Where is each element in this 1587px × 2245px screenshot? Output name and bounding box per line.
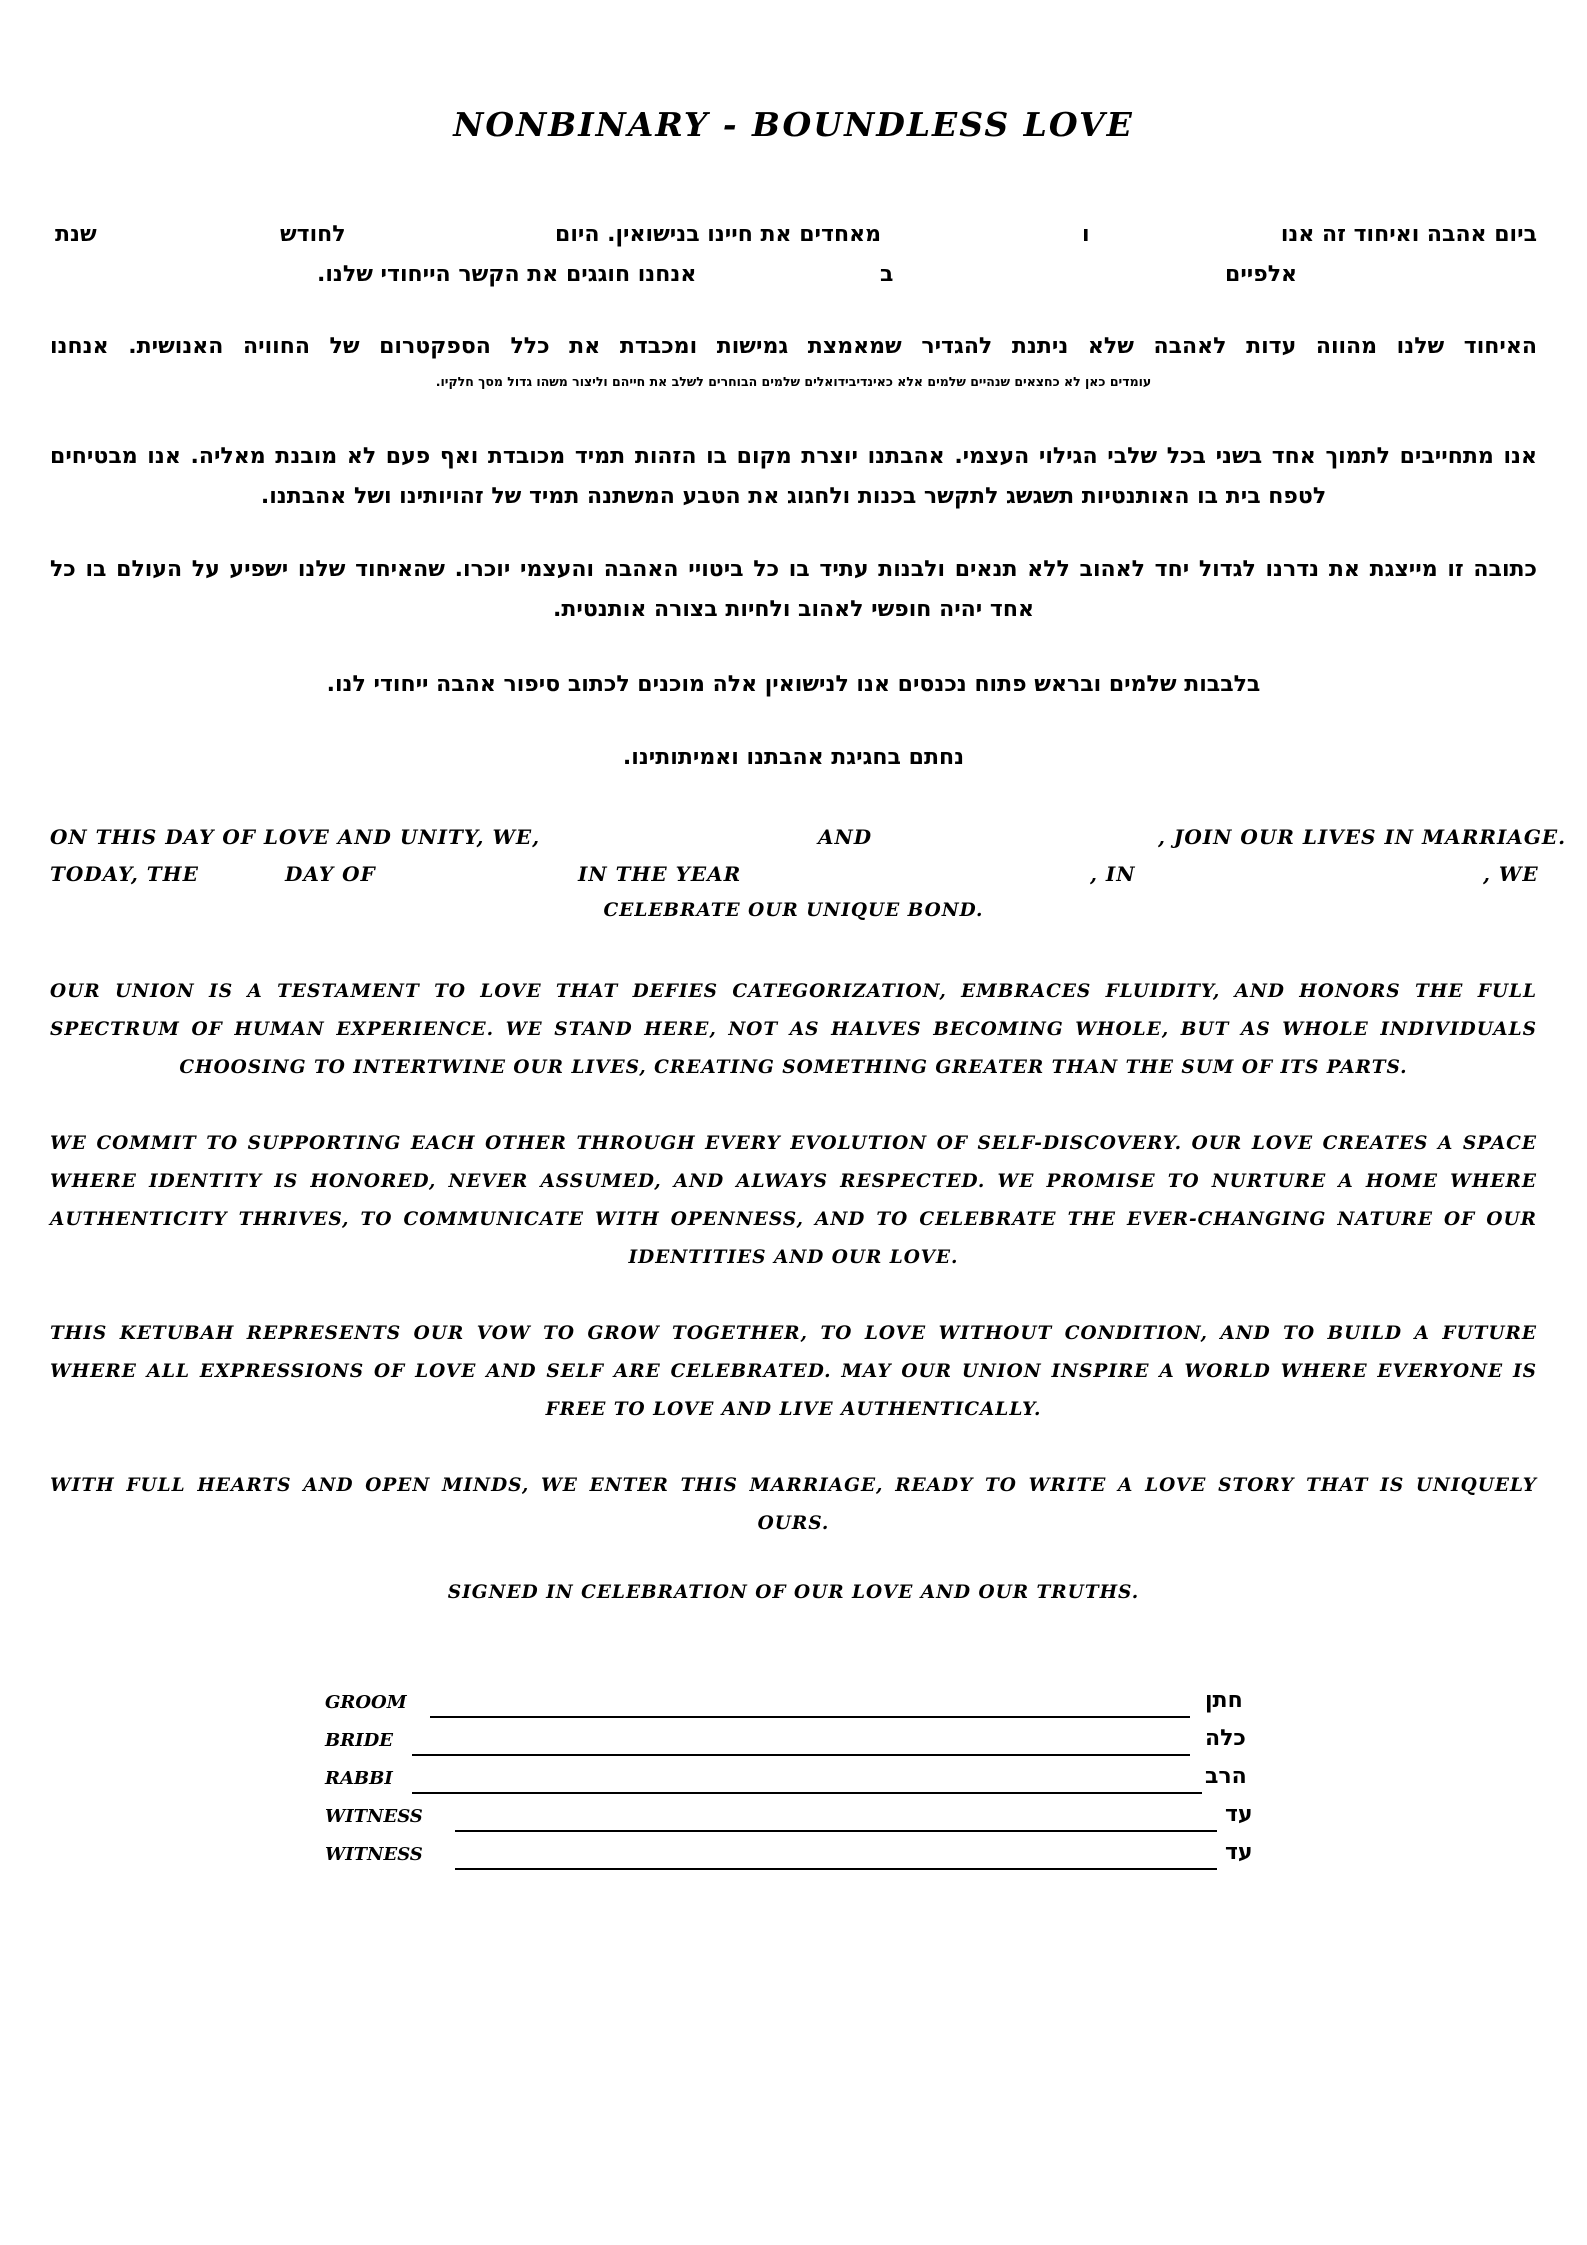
document-title: NONBINARY - BOUNDLESS LOVE — [453, 105, 1134, 144]
english-line2-part-d: , IN — [1090, 862, 1136, 886]
signature-hebrew-bride: כלה — [1205, 1726, 1246, 1751]
english-line1-part-b: AND — [818, 825, 873, 849]
hebrew-line1-part-c: מאחדים את חיינו בנישואין. היום — [555, 222, 882, 247]
signature-line-rabbi[interactable] — [412, 1792, 1202, 1794]
hebrew-paragraph-1: האיחוד שלנו מהווה עדות לאהבה שלא ניתנת להגדיר שמאמצת גמישות ומכבדת את כלל הספקטרום של החוויה האנושית. אנחנו — [50, 334, 1537, 359]
hebrew-line1-part-d: לחודש — [280, 222, 346, 247]
hebrew-line1-part-a: ביום אהבה ואיחוד זה אנו — [1280, 222, 1537, 247]
hebrew-line2-part-b: ב — [880, 262, 894, 287]
english-line1-part-c: , JOIN OUR LIVES IN MARRIAGE. — [1158, 825, 1567, 849]
english-paragraph-3: THIS KETUBAH REPRESENTS OUR VOW TO GROW TOGETHER, TO LOVE WITHOUT CONDITION, AND TO BUILD A FUTURE WHERE ALL EXPRESSIONS OF LOVE AND SELF ARE CELEBRATED. MAY OUR UNION INSPIRE A WORLD WHERE EVERYONE IS FREE TO LOVE AND LIVE AUTHENTICALLY. — [50, 1323, 1537, 1420]
english-line2-part-e: , WE — [1483, 862, 1539, 886]
signature-hebrew-witness-2: עד — [1225, 1840, 1253, 1865]
signature-label-witness-2: WITNESS — [325, 1844, 423, 1865]
hebrew-paragraph-1-small: עומדים כאן לא כחצאים שנהיים שלמים אלא כאינדיבידואלים שלמים הבוחרים לשלב את חייהם וליצור משהו גדול מסך חלקיו. — [435, 374, 1152, 389]
english-line1-part-a: ON THIS DAY OF LOVE AND UNITY, WE, — [50, 825, 541, 849]
english-line2-part-a: TODAY, THE — [50, 862, 199, 886]
hebrew-line1-part-e: שנת — [55, 222, 97, 247]
english-paragraph-5: SIGNED IN CELEBRATION OF OUR LOVE AND OUR TRUTHS. — [447, 1582, 1140, 1603]
hebrew-line1-part-b: ו — [1082, 222, 1090, 247]
signature-label-witness-1: WITNESS — [325, 1806, 423, 1827]
signature-label-groom: GROOM — [325, 1692, 407, 1713]
signature-hebrew-groom: חתן — [1205, 1688, 1243, 1713]
signature-line-groom[interactable] — [430, 1716, 1190, 1718]
english-line2-part-c: IN THE YEAR — [578, 862, 742, 886]
english-line2-part-b: DAY OF — [285, 862, 376, 886]
hebrew-line2-part-a: אלפיים — [1225, 262, 1298, 287]
english-line3: CELEBRATE OUR UNIQUE BOND. — [603, 900, 984, 921]
signature-line-witness-2[interactable] — [455, 1868, 1217, 1870]
english-paragraph-1: OUR UNION IS A TESTAMENT TO LOVE THAT DEFIES CATEGORIZATION, EMBRACES FLUIDITY, AND HONORS THE FULL SPECTRUM OF HUMAN EXPERIENCE. WE STAND HERE, NOT AS HALVES BECOMING WHOLE, BUT AS WHOLE INDIVIDUALS CHOOSING TO INTERTWINE OUR LIVES, CREATING SOMETHING GREATER THAN THE SUM OF ITS PARTS. — [50, 981, 1537, 1078]
signature-label-bride: BRIDE — [325, 1730, 393, 1751]
english-paragraph-2: WE COMMIT TO SUPPORTING EACH OTHER THROUGH EVERY EVOLUTION OF SELF-DISCOVERY. OUR LOVE CREATES A SPACE WHERE IDENTITY IS HONORED, NEVER ASSUMED, AND ALWAYS RESPECTED. WE PROMISE TO NURTURE A HOME WHERE AUTHENTICITY THRIVES, TO COMMUNICATE WITH OPENNESS, AND TO CELEBRATE THE EVER-CHANGING NATURE OF OUR IDENTITIES AND OUR LOVE. — [50, 1133, 1537, 1268]
hebrew-paragraph-2: אנו מתחייבים לתמוך אחד בשני בכל שלבי הגילוי העצמי. אהבתנו יוצרת מקום בו הזהות תמיד מכובדת ואף פעם לא מובנת מאליה. אנו מבטיחים לטפח בית בו האותנטיות תשגשג לתקשר בכנות ולחגוג את הטבע המשתנה תמיד של זהויותינו ושל אהבתנו. — [50, 444, 1537, 509]
hebrew-paragraph-5: נחתם בחגיגת אהבתנו ואמיתותינו. — [622, 745, 965, 770]
signature-hebrew-witness-1: עד — [1225, 1802, 1253, 1827]
hebrew-paragraph-3: כתובה זו מייצגת את נדרנו לגדול יחד לאהוב ללא תנאים ולבנות עתיד בו כל ביטויי האהבה והעצמי יוכרו. שהאיחוד שלנו ישפיע על העולם בו כל אחד יהיה חופשי לאהוב ולחיות בצורה אותנטית. — [50, 557, 1537, 622]
signature-line-bride[interactable] — [412, 1754, 1190, 1756]
english-paragraph-4: WITH FULL HEARTS AND OPEN MINDS, WE ENTER THIS MARRIAGE, READY TO WRITE A LOVE STORY THAT IS UNIQUELY OURS. — [50, 1475, 1537, 1534]
hebrew-line2-part-c: אנחנו חוגגים את הקשר הייחודי שלנו. — [317, 262, 697, 287]
signature-label-rabbi: RABBI — [325, 1768, 393, 1789]
hebrew-paragraph-4: בלבבות שלמים ובראש פתוח נכנסים אנו לנישואין אלה מוכנים לכתוב סיפור אהבה ייחודי לנו. — [326, 672, 1261, 697]
signature-hebrew-rabbi: הרב — [1205, 1764, 1247, 1789]
signature-line-witness-1[interactable] — [455, 1830, 1217, 1832]
